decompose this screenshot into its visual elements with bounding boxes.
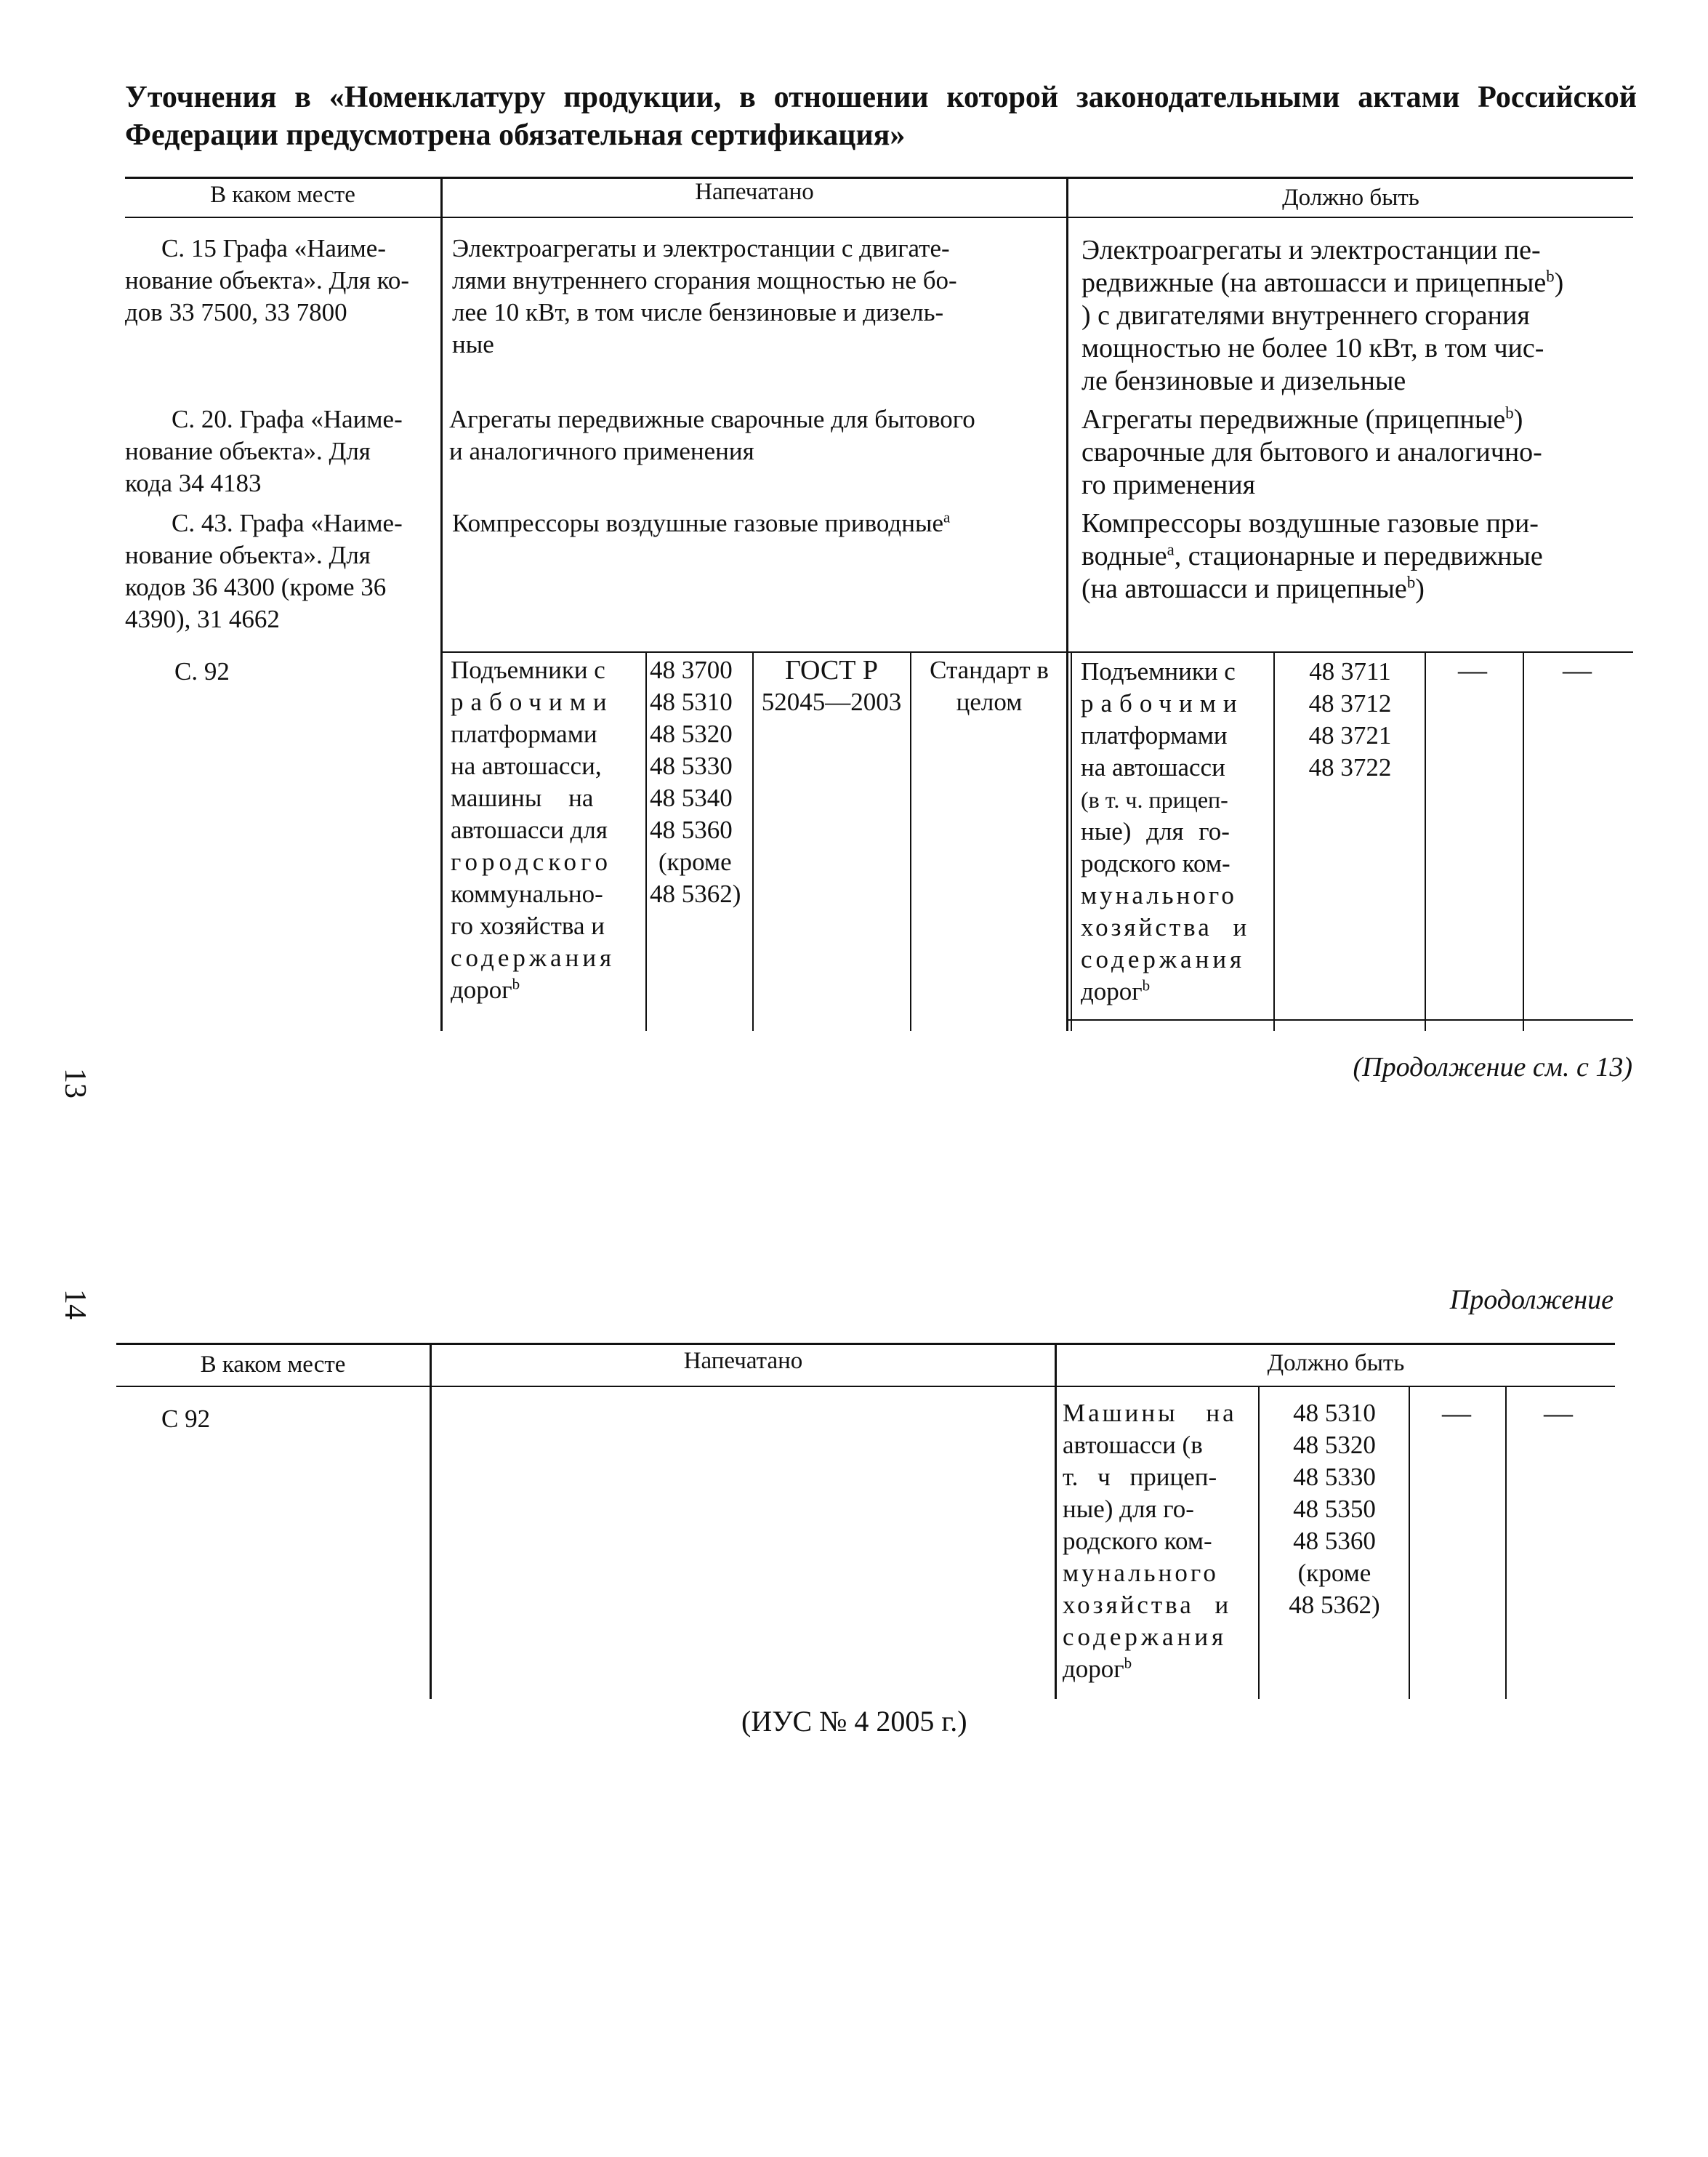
document-title: Уточнения в «Номенклатуру продукции, в отношении которой законодательными актами Российской Федерации предусмотрена обязательная сертификация» <box>125 81 1637 152</box>
page2-dash-1: — <box>1442 1397 1471 1429</box>
page2-should-name: Машины на автошасси (в т. ч прицеп- ные) для го- родского ком- мунального хозяйства и содержания дорог$^b$ <box>1063 1399 1237 1683</box>
continuation-note: (Продолжение см. с 13) <box>1353 1052 1632 1082</box>
row3-place: С. 43. Графа «Наиме- нование объекта». Для кодов 36 4300 (кроме 36 4390), 31 4662 <box>125 509 403 633</box>
row4-place: С. 92 <box>174 657 230 686</box>
row2-printed: Агрегаты передвижные сварочные для бытового и аналогичного применения <box>449 405 975 465</box>
page-number-13: 13 <box>58 1068 92 1098</box>
row4-printed-codes: 48 3700 48 5310 48 5320 48 5330 48 5340 48 5360 (кроме 48 5362) <box>650 656 741 908</box>
header2-printed: Напечатано <box>683 1348 803 1374</box>
row1-printed: Электроагрегаты и электростанции с двигате- лями внутреннего сгорания мощностью не бо- лее 10 кВт, в том числе бензиновые и дизель- ные <box>452 234 957 358</box>
page2-place: С 92 <box>161 1405 211 1433</box>
page2-should-codes: 48 5310 48 5320 48 5330 48 5350 48 5360 (кроме 48 5362) <box>1289 1399 1380 1619</box>
footer-source: (ИУС № 4 2005 г.) <box>741 1705 967 1738</box>
row1-should-be: Электроагрегаты и электростанции пе- редвижные (на автошасси и прицепные$^b$) ) с двигателями внутреннего сгорания мощностью не более 10 кВт, в том чис- ле бензиновые и дизельные <box>1081 235 1564 396</box>
row3-printed: Компрессоры воздушные газовые приводные$^а$ <box>452 508 951 537</box>
row4-dash-2: — <box>1563 654 1592 686</box>
row4-printed-name: Подъемники с рабочими платформами на автошасси, машины на автошасси для городского коммунально- го хозяйства и содержания дорог$^b$ <box>451 656 616 1004</box>
header2-should-be: Должно быть <box>1267 1350 1405 1376</box>
row2-should-be: Агрегаты передвижные (прицепные$^b$) сварочные для бытового и аналогично- го применения <box>1081 403 1542 500</box>
row1-place: С. 15 Графа «Наиме- нование объекта». Для ко- дов 33 7500, 33 7800 <box>125 234 410 326</box>
row3-should-be: Компрессоры воздушные газовые при- водные$^а$, стационарные и передвижные (на автошасси и прицепные$^b$) <box>1081 508 1543 604</box>
row4-printed-scope: Стандарт в целом <box>930 656 1049 716</box>
row4-should-name: Подъемники с рабочими платформами на автошасси (в т. ч. прицеп- ные) для го- родского ком- мунального хозяйства и содержания дорог$^b$ <box>1081 657 1250 1005</box>
header-should-be: Должно быть <box>1282 185 1419 211</box>
row2-place: С. 20. Графа «Наиме- нование объекта». Для кода 34 4183 <box>125 405 403 497</box>
page2-dash-2: — <box>1544 1397 1573 1429</box>
header2-place: В каком месте <box>200 1351 346 1378</box>
continued-label: Продолжение <box>1449 1285 1614 1315</box>
row4-dash-1: — <box>1458 654 1487 686</box>
page-number-14: 14 <box>58 1289 92 1319</box>
header-place: В каком месте <box>210 182 355 208</box>
row4-should-codes: 48 3711 48 3712 48 3721 48 3722 <box>1308 657 1392 782</box>
row4-printed-gost: ГОСТ Р 52045—2003 <box>761 655 902 716</box>
header-printed: Напечатано <box>695 179 814 205</box>
